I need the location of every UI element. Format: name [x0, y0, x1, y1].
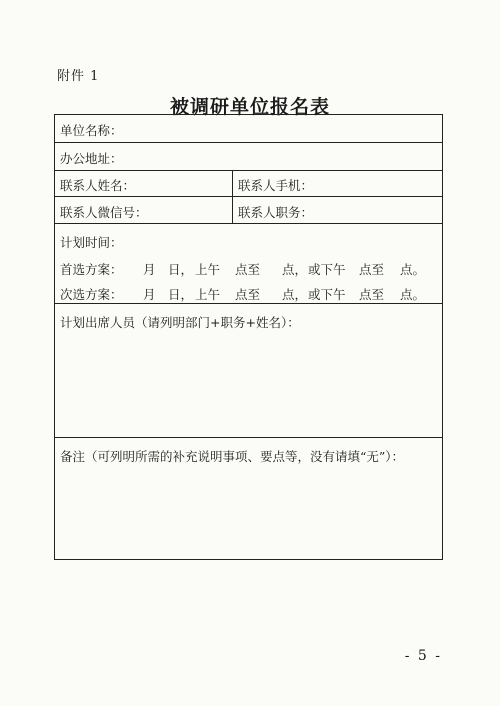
first-choice-label: 首选方案： [60, 262, 123, 277]
first-choice-am-to: 点至 [235, 262, 261, 277]
contact-wechat-position-row [55, 197, 442, 224]
unit-name-label: 单位名称： [60, 123, 123, 138]
contact-wechat-label: 联系人微信号： [60, 205, 148, 220]
second-choice-month: 月 [143, 287, 156, 302]
contact-name-phone-row [55, 171, 442, 197]
office-address-label: 办公地址： [60, 151, 123, 166]
first-choice-pm-end: 点。 [400, 262, 426, 277]
contact-position-label: 联系人职务： [238, 205, 314, 220]
first-choice-am-end: 点， [282, 262, 308, 277]
second-choice-am-end: 点， [282, 287, 308, 302]
first-choice-pm-to: 点至 [359, 262, 385, 277]
remarks-label: 备注（可列明所需的补充说明事项、要点等，没有请填“无”）： [60, 449, 405, 464]
form-title: 被调研单位报名表 [169, 96, 330, 118]
schedule-label: 计划时间： [60, 235, 123, 250]
column-divider [232, 171, 233, 196]
page-number: - 5 - [404, 648, 442, 664]
second-choice-am: 上午 [195, 287, 221, 302]
first-choice-or-pm: 或下午 [308, 262, 346, 277]
registration-form [54, 114, 443, 560]
first-choice-month: 月 [143, 262, 156, 277]
column-divider [232, 197, 233, 223]
contact-name-label: 联系人姓名： [60, 178, 136, 193]
attendees-row[interactable] [55, 304, 442, 438]
second-choice-am-to: 点至 [235, 287, 261, 302]
second-choice-pm-end: 点。 [400, 287, 426, 302]
second-choice-day: 日， [168, 287, 194, 302]
remarks-row[interactable] [55, 438, 442, 559]
second-choice-pm-to: 点至 [359, 287, 385, 302]
attendees-label: 计划出席人员（请列明部门+职务+姓名）： [60, 315, 300, 330]
unit-name-row[interactable] [55, 115, 442, 143]
second-choice-or-pm: 或下午 [308, 287, 346, 302]
schedule-row[interactable] [55, 224, 442, 304]
second-choice-label: 次选方案： [60, 287, 123, 302]
first-choice-day: 日， [168, 262, 194, 277]
attachment-label: 附件 1 [57, 69, 100, 84]
office-address-row[interactable] [55, 143, 442, 171]
contact-phone-label: 联系人手机： [238, 178, 314, 193]
first-choice-am: 上午 [195, 262, 221, 277]
